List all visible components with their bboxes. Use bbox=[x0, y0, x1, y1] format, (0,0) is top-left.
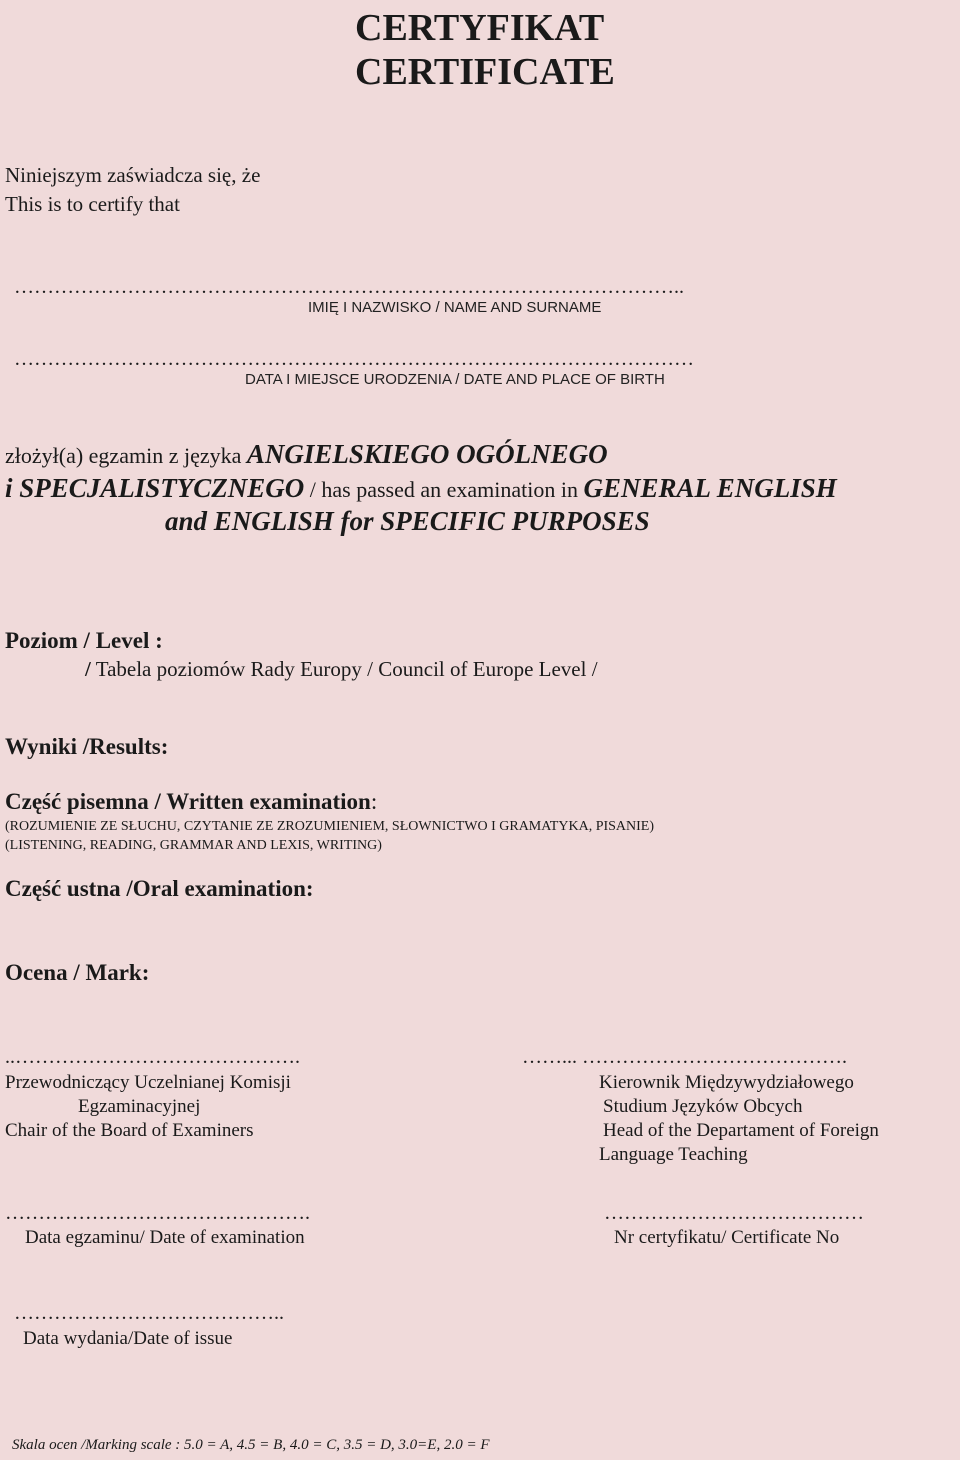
chair-signature-line[interactable]: ..……………………………………. bbox=[5, 1046, 300, 1068]
exam-line-1-prefix: złożył(a) egzamin z języka bbox=[5, 443, 247, 468]
chair-title-line-1: Przewodniczący Uczelnianej Komisji bbox=[5, 1072, 291, 1093]
issue-date-line[interactable]: ………………………………….. bbox=[14, 1302, 284, 1324]
exam-date-line[interactable]: ………………………………………. bbox=[5, 1202, 310, 1224]
level-note-text: Tabela poziomów Rady Europy / Council of Europe Level / bbox=[90, 657, 598, 681]
written-exam-label bbox=[5, 789, 377, 815]
head-title-line-3: Head of the Departament of Foreign bbox=[603, 1120, 879, 1141]
written-exam-skills-en: (LISTENING, READING, GRAMMAR AND LEXIS, WRITING) bbox=[5, 838, 382, 853]
head-signature-line[interactable]: ……... …………………………………. bbox=[522, 1046, 847, 1068]
certificate-number-label: Nr certyfikatu/ Certificate No bbox=[614, 1227, 840, 1248]
birth-dotted-line[interactable]: ………………………………………………………………………………………… bbox=[14, 348, 694, 370]
certificate-title-en: CERTIFICATE bbox=[355, 51, 615, 93]
name-caption: IMIĘ I NAZWISKO / NAME AND SURNAME bbox=[308, 299, 602, 316]
level-label: Poziom / Level : bbox=[5, 628, 163, 653]
certificate-number-line[interactable]: ………………………………… bbox=[604, 1202, 864, 1224]
written-exam-label-text: Część pisemna / Written examination bbox=[5, 789, 371, 814]
chair-title-line-3: Chair of the Board of Examiners bbox=[5, 1120, 254, 1141]
exam-line-1 bbox=[5, 438, 608, 472]
level-note bbox=[85, 657, 598, 682]
exam-line-3 bbox=[165, 505, 650, 539]
certificate-title-pl: CERTYFIKAT bbox=[355, 7, 605, 49]
written-exam-colon: : bbox=[370, 789, 378, 814]
name-dotted-line[interactable]: ……………………………………………………………………………………….. bbox=[14, 276, 684, 298]
marking-scale: Skala ocen /Marking scale : 5.0 = A, 4.5 = B, 4.0 = C, 3.5 = D, 3.0=E, 2.0 = F bbox=[12, 1437, 490, 1453]
birth-caption: DATA I MIEJSCE URODZENIA / DATE AND PLACE OF BIRTH bbox=[245, 371, 665, 388]
exam-specific-en: and ENGLISH for SPECIFIC PURPOSES bbox=[165, 506, 650, 536]
oral-exam-label: Część ustna /Oral examination: bbox=[5, 876, 314, 901]
issue-date-label: Data wydania/Date of issue bbox=[23, 1328, 233, 1349]
exam-general-en: GENERAL ENGLISH bbox=[583, 473, 837, 503]
exam-specialist-pl: i SPECJALISTYCZNEGO bbox=[5, 473, 305, 503]
intro-en: This is to certify that bbox=[5, 192, 180, 216]
head-title-line-2: Studium Języków Obcych bbox=[603, 1096, 803, 1117]
exam-line-2 bbox=[5, 472, 837, 506]
level-slash: / bbox=[85, 657, 91, 681]
exam-language-pl: ANGIELSKIEGO OGÓLNEGO bbox=[246, 439, 608, 469]
intro-pl: Niniejszym zaświadcza się, że bbox=[5, 163, 261, 187]
head-title-line-4: Language Teaching bbox=[599, 1144, 748, 1165]
chair-title-line-2: Egzaminacyjnej bbox=[78, 1096, 201, 1117]
written-exam-skills-pl: (ROZUMIENIE ZE SŁUCHU, CZYTANIE ZE ZROZUMIENIEM, SŁOWNICTWO I GRAMATYKA, PISANIE) bbox=[5, 819, 655, 834]
results-label: Wyniki /Results: bbox=[5, 734, 169, 759]
mark-label: Ocena / Mark: bbox=[5, 960, 150, 985]
head-title-line-1: Kierownik Międzywydziałowego bbox=[599, 1072, 854, 1093]
exam-date-label: Data egzaminu/ Date of examination bbox=[25, 1227, 305, 1248]
exam-line-2-mid: / has passed an examination in bbox=[304, 477, 584, 502]
